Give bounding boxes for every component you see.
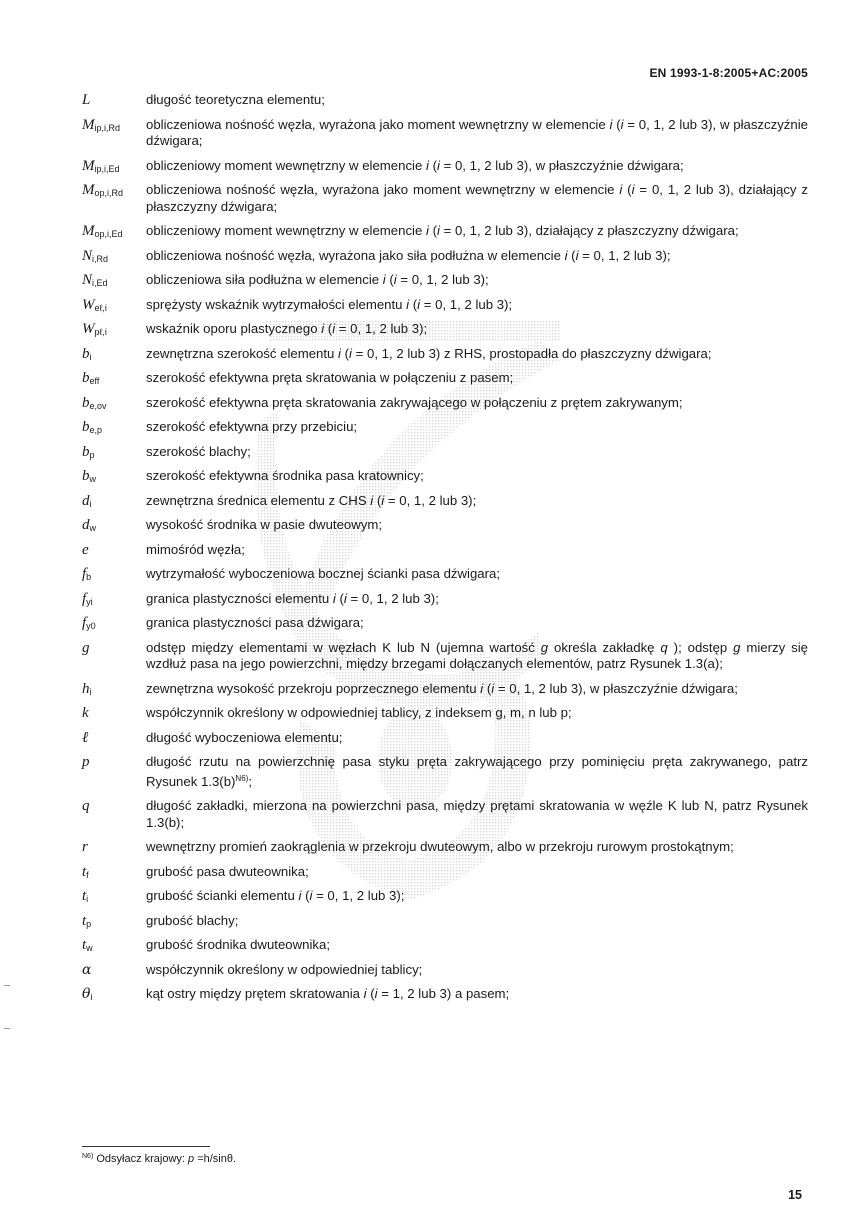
symbol <box>82 321 142 341</box>
symbol-row <box>82 542 808 559</box>
symbol-subscript: p <box>86 918 92 929</box>
symbol-description: grubość środnika dwuteownika; <box>146 937 330 952</box>
symbol <box>82 913 142 933</box>
symbol-row <box>82 272 808 289</box>
symbol-row <box>82 798 808 831</box>
symbol-row <box>82 182 808 215</box>
symbol-subscript: ip,i,Rd <box>94 122 121 133</box>
symbol-description: grubość blachy; <box>146 912 239 928</box>
symbol-base: L <box>82 92 91 108</box>
footnote <box>82 1153 236 1165</box>
symbol-row <box>82 468 808 485</box>
symbol-description: szerokość efektywna pręta skratowania w połączeniu z pasem; <box>146 370 514 385</box>
symbol <box>82 182 142 202</box>
symbol <box>82 754 142 771</box>
symbol-subscript: ip,i,Ed <box>94 163 120 174</box>
symbol <box>82 888 142 908</box>
symbol <box>82 962 142 979</box>
symbol-row <box>82 566 808 583</box>
symbol-row <box>82 705 808 722</box>
symbol-description: mimośród węzła; <box>146 541 245 557</box>
symbol-base: W <box>82 296 95 313</box>
symbol <box>82 591 142 611</box>
page-number: 15 <box>788 1188 802 1202</box>
symbol-row <box>82 297 808 314</box>
symbol-description: szerokość blachy; <box>146 443 251 459</box>
symbol-description: szerokość efektywna środnika pasa kratownicy; <box>146 468 424 483</box>
symbol-base: f <box>82 566 87 582</box>
symbol-description: wysokość środnika w pasie dwuteowym; <box>146 517 383 532</box>
symbol-subscript: pℓ,i <box>94 327 107 337</box>
symbol <box>82 937 142 957</box>
symbol <box>82 493 142 513</box>
symbol-base: d <box>82 492 90 509</box>
symbol-description: obliczeniowa nośność węzła, wyrażona jako moment wewnętrzny w elemencie i (i = 0, 1, 2 lub 3), działający z płaszczyzny dźwigara; <box>146 182 808 214</box>
symbol-subscript: w <box>89 474 96 484</box>
symbol <box>82 117 142 137</box>
symbol-base: N <box>82 247 93 264</box>
symbol-description: szerokość efektywna przy przebiciu; <box>146 419 358 434</box>
symbol-row <box>82 962 808 979</box>
symbol-description: długość zakładki, mierzona na powierzchni pasa, między prętami skratowania w węźle K lub N, patrz Rysunek 1.3(b); <box>146 798 808 830</box>
symbol <box>82 419 142 439</box>
symbol-description: zewnętrzna średnica elementu z CHS i (i = 0, 1, 2 lub 3); <box>146 492 477 508</box>
symbol-subscript: eff <box>89 376 100 386</box>
symbol-subscript: e,ov <box>89 400 107 411</box>
symbol-base: g <box>82 639 90 656</box>
symbol <box>82 681 142 701</box>
symbol-subscript: yi <box>86 596 93 607</box>
symbol-row <box>82 444 808 461</box>
symbol-base: b <box>82 443 90 460</box>
symbol-subscript: i <box>89 351 92 362</box>
symbol-subscript: i,Rd <box>92 253 109 264</box>
symbol-description: obliczeniowa siła podłużna w elemencie i (i = 0, 1, 2 lub 3); <box>146 272 489 287</box>
symbol-base: k <box>82 705 89 721</box>
symbol <box>82 615 142 635</box>
symbol-row <box>82 754 808 790</box>
symbol <box>82 517 142 537</box>
symbol-description: grubość ścianki elementu i (i = 0, 1, 2 lub 3); <box>146 888 405 903</box>
symbol-description: obliczeniowy moment wewnętrzny w elemencie i (i = 0, 1, 2 lub 3), w płaszczyźnie dźwigara; <box>146 157 684 173</box>
symbol-base: W <box>82 321 95 337</box>
symbol-row <box>82 615 808 632</box>
symbol-row <box>82 640 808 673</box>
symbol-base: e <box>82 541 89 558</box>
symbol-description: zewnętrzna szerokość elementu i (i = 0, 1, 2 lub 3) z RHS, prostopadła do płaszczyzny dźwigara; <box>146 345 712 361</box>
symbol-subscript: y0 <box>86 621 96 631</box>
symbol-description: obliczeniowa nośność węzła, wyrażona jako siła podłużna w elemencie i (i = 0, 1, 2 lub 3); <box>146 247 671 263</box>
footnote-divider <box>82 1146 210 1147</box>
symbol-base: r <box>82 839 88 855</box>
symbol-description: granica plastyczności pasa dźwigara; <box>146 615 364 630</box>
symbol <box>82 705 142 722</box>
symbol-base: f <box>82 590 87 607</box>
symbol-description: sprężysty wskaźnik wytrzymałości elementu i (i = 0, 1, 2 lub 3); <box>146 296 513 312</box>
symbol-base: b <box>82 468 90 484</box>
symbol <box>82 468 142 488</box>
symbol-base: M <box>82 116 95 133</box>
symbol-subscript: eℓ,i <box>94 302 107 313</box>
symbol-subscript: p <box>89 449 95 460</box>
symbol-subscript: w <box>89 523 96 533</box>
symbol <box>82 566 142 586</box>
symbol-base: b <box>82 419 90 435</box>
symbol-description: wewnętrzny promień zaokrąglenia w przekroju dwuteowym, albo w przekroju rurowym prostokątnym; <box>146 839 734 854</box>
symbol-row <box>82 913 808 930</box>
symbol-base: M <box>82 223 95 239</box>
symbol-row <box>82 591 808 608</box>
symbol-row <box>82 117 808 150</box>
symbol <box>82 346 142 366</box>
symbol-description: współczynnik określony w odpowiedniej tablicy; <box>146 961 423 977</box>
symbol-subscript: i <box>89 498 92 509</box>
symbol-base: t <box>82 937 87 953</box>
symbol <box>82 444 142 464</box>
symbol-description: długość rzutu na powierzchnię pasa styku pręta zakrywającego przy pominięciu pręta zakrywanego, patrz Rysunek $1.3(b)^{N6)}$; <box>146 754 808 789</box>
symbol-row <box>82 419 808 436</box>
symbol-row <box>82 158 808 175</box>
symbol-description: wytrzymałość wyboczeniowa bocznej ścianki pasa dźwigara; <box>146 566 501 581</box>
symbol-row <box>82 517 808 534</box>
symbol-subscript: b <box>86 572 92 582</box>
symbol-subscript: i,Ed <box>92 278 108 288</box>
symbol-base: b <box>82 345 90 362</box>
symbol <box>82 158 142 178</box>
margin-mark <box>4 1028 10 1029</box>
symbol-subscript: w <box>86 943 93 953</box>
symbol-row <box>82 839 808 856</box>
symbol <box>82 92 142 109</box>
footnote-variable: p <box>188 1153 195 1165</box>
symbol-row <box>82 681 808 698</box>
symbol-base: t <box>82 863 87 880</box>
symbol <box>82 640 142 657</box>
symbol-description: szerokość efektywna pręta skratowania zakrywającego w połączeniu z prętem zakrywanym; <box>146 394 683 410</box>
symbol-description: współczynnik określony w odpowiedniej tablicy, z indeksem g, m, n lub p; <box>146 705 572 720</box>
symbol-description: długość wyboczeniowa elementu; <box>146 729 343 745</box>
symbol-description: wskaźnik oporu plastycznego i (i = 0, 1, 2 lub 3); <box>146 321 428 336</box>
symbol-base: ℓ <box>82 729 89 746</box>
symbol-row <box>82 321 808 338</box>
symbol-description: obliczeniowa nośność węzła, wyrażona jako moment wewnętrzny w elemencie i (i = 0, 1, 2 lub 3), w płaszczyźnie dźwigara; <box>146 116 808 148</box>
symbol-row <box>82 248 808 265</box>
symbol <box>82 272 142 292</box>
symbol <box>82 730 142 747</box>
symbol-base: b <box>82 394 90 411</box>
symbol-row <box>82 395 808 412</box>
symbol-subscript: op,i,Ed <box>94 229 123 239</box>
document-header: EN 1993-1-8:2005+AC:2005 <box>649 66 808 80</box>
symbol-subscript: op,i,Rd <box>94 188 124 198</box>
symbol <box>82 542 142 559</box>
symbol-row <box>82 370 808 387</box>
symbol <box>82 223 142 243</box>
symbol-description: długość teoretyczna elementu; <box>146 92 325 107</box>
symbol-base: t <box>82 912 87 929</box>
symbol-row <box>82 888 808 905</box>
symbol-row <box>82 346 808 363</box>
symbol-base: M <box>82 157 95 174</box>
symbol-description: grubość pasa dwuteownika; <box>146 863 309 879</box>
symbol-base: t <box>82 888 87 904</box>
symbol-row <box>82 223 808 240</box>
margin-mark <box>4 985 10 986</box>
symbol-row <box>82 730 808 747</box>
symbol-base: N <box>82 272 93 288</box>
footnote-formula: =h/sinθ. <box>194 1153 237 1165</box>
symbol-subscript: i <box>90 992 93 1002</box>
symbol-row <box>82 986 808 1003</box>
symbol-row <box>82 937 808 954</box>
symbol-description: odstęp między elementami w węzłach K lub N (ujemna wartość g określa zakładkę q ); odstęp g mierzy się wzdłuż pasa na jego powierzchni, między brzegami dołączanych elementów, patrz Rysunek 1.3(a); <box>146 639 808 671</box>
symbol-row <box>82 864 808 881</box>
symbol-description: granica plastyczności elementu i (i = 0, 1, 2 lub 3); <box>146 590 439 606</box>
symbol-row <box>82 92 808 109</box>
symbol-subscript: i <box>89 686 92 697</box>
symbol <box>82 297 142 317</box>
footnote-mark: N6) <box>82 1153 94 1160</box>
symbol-base: α <box>82 961 92 978</box>
symbol-base: h <box>82 680 90 697</box>
symbol-base: d <box>82 517 90 533</box>
footnote-text: Odsyłacz krajowy: <box>93 1153 189 1165</box>
symbol-base: p <box>82 754 90 770</box>
symbol-base: f <box>82 615 87 631</box>
symbols-list <box>82 92 808 1011</box>
symbol-base: M <box>82 182 95 198</box>
symbol <box>82 986 142 1006</box>
symbol <box>82 839 142 856</box>
symbol <box>82 864 142 884</box>
symbol-row <box>82 493 808 510</box>
symbol-description: zewnętrzna wysokość przekroju poprzecznego elementu i (i = 0, 1, 2 lub 3), w płaszczyźnie dźwigara; <box>146 680 738 696</box>
symbol-subscript: e,p <box>89 425 103 435</box>
symbol <box>82 248 142 268</box>
symbol-base: θ <box>82 986 91 1002</box>
symbol-subscript: i <box>86 894 89 904</box>
symbol <box>82 370 142 390</box>
symbol-description: kąt ostry między prętem skratowania i (i = 1, 2 lub 3) a pasem; <box>146 986 510 1001</box>
symbol <box>82 798 142 815</box>
symbol <box>82 395 142 415</box>
symbol-description: obliczeniowy moment wewnętrzny w elemencie i (i = 0, 1, 2 lub 3), działający z płaszczyzny dźwigara; <box>146 223 739 238</box>
symbol-base: q <box>82 798 90 814</box>
symbol-subscript: f <box>86 869 89 880</box>
symbol-base: b <box>82 370 90 386</box>
